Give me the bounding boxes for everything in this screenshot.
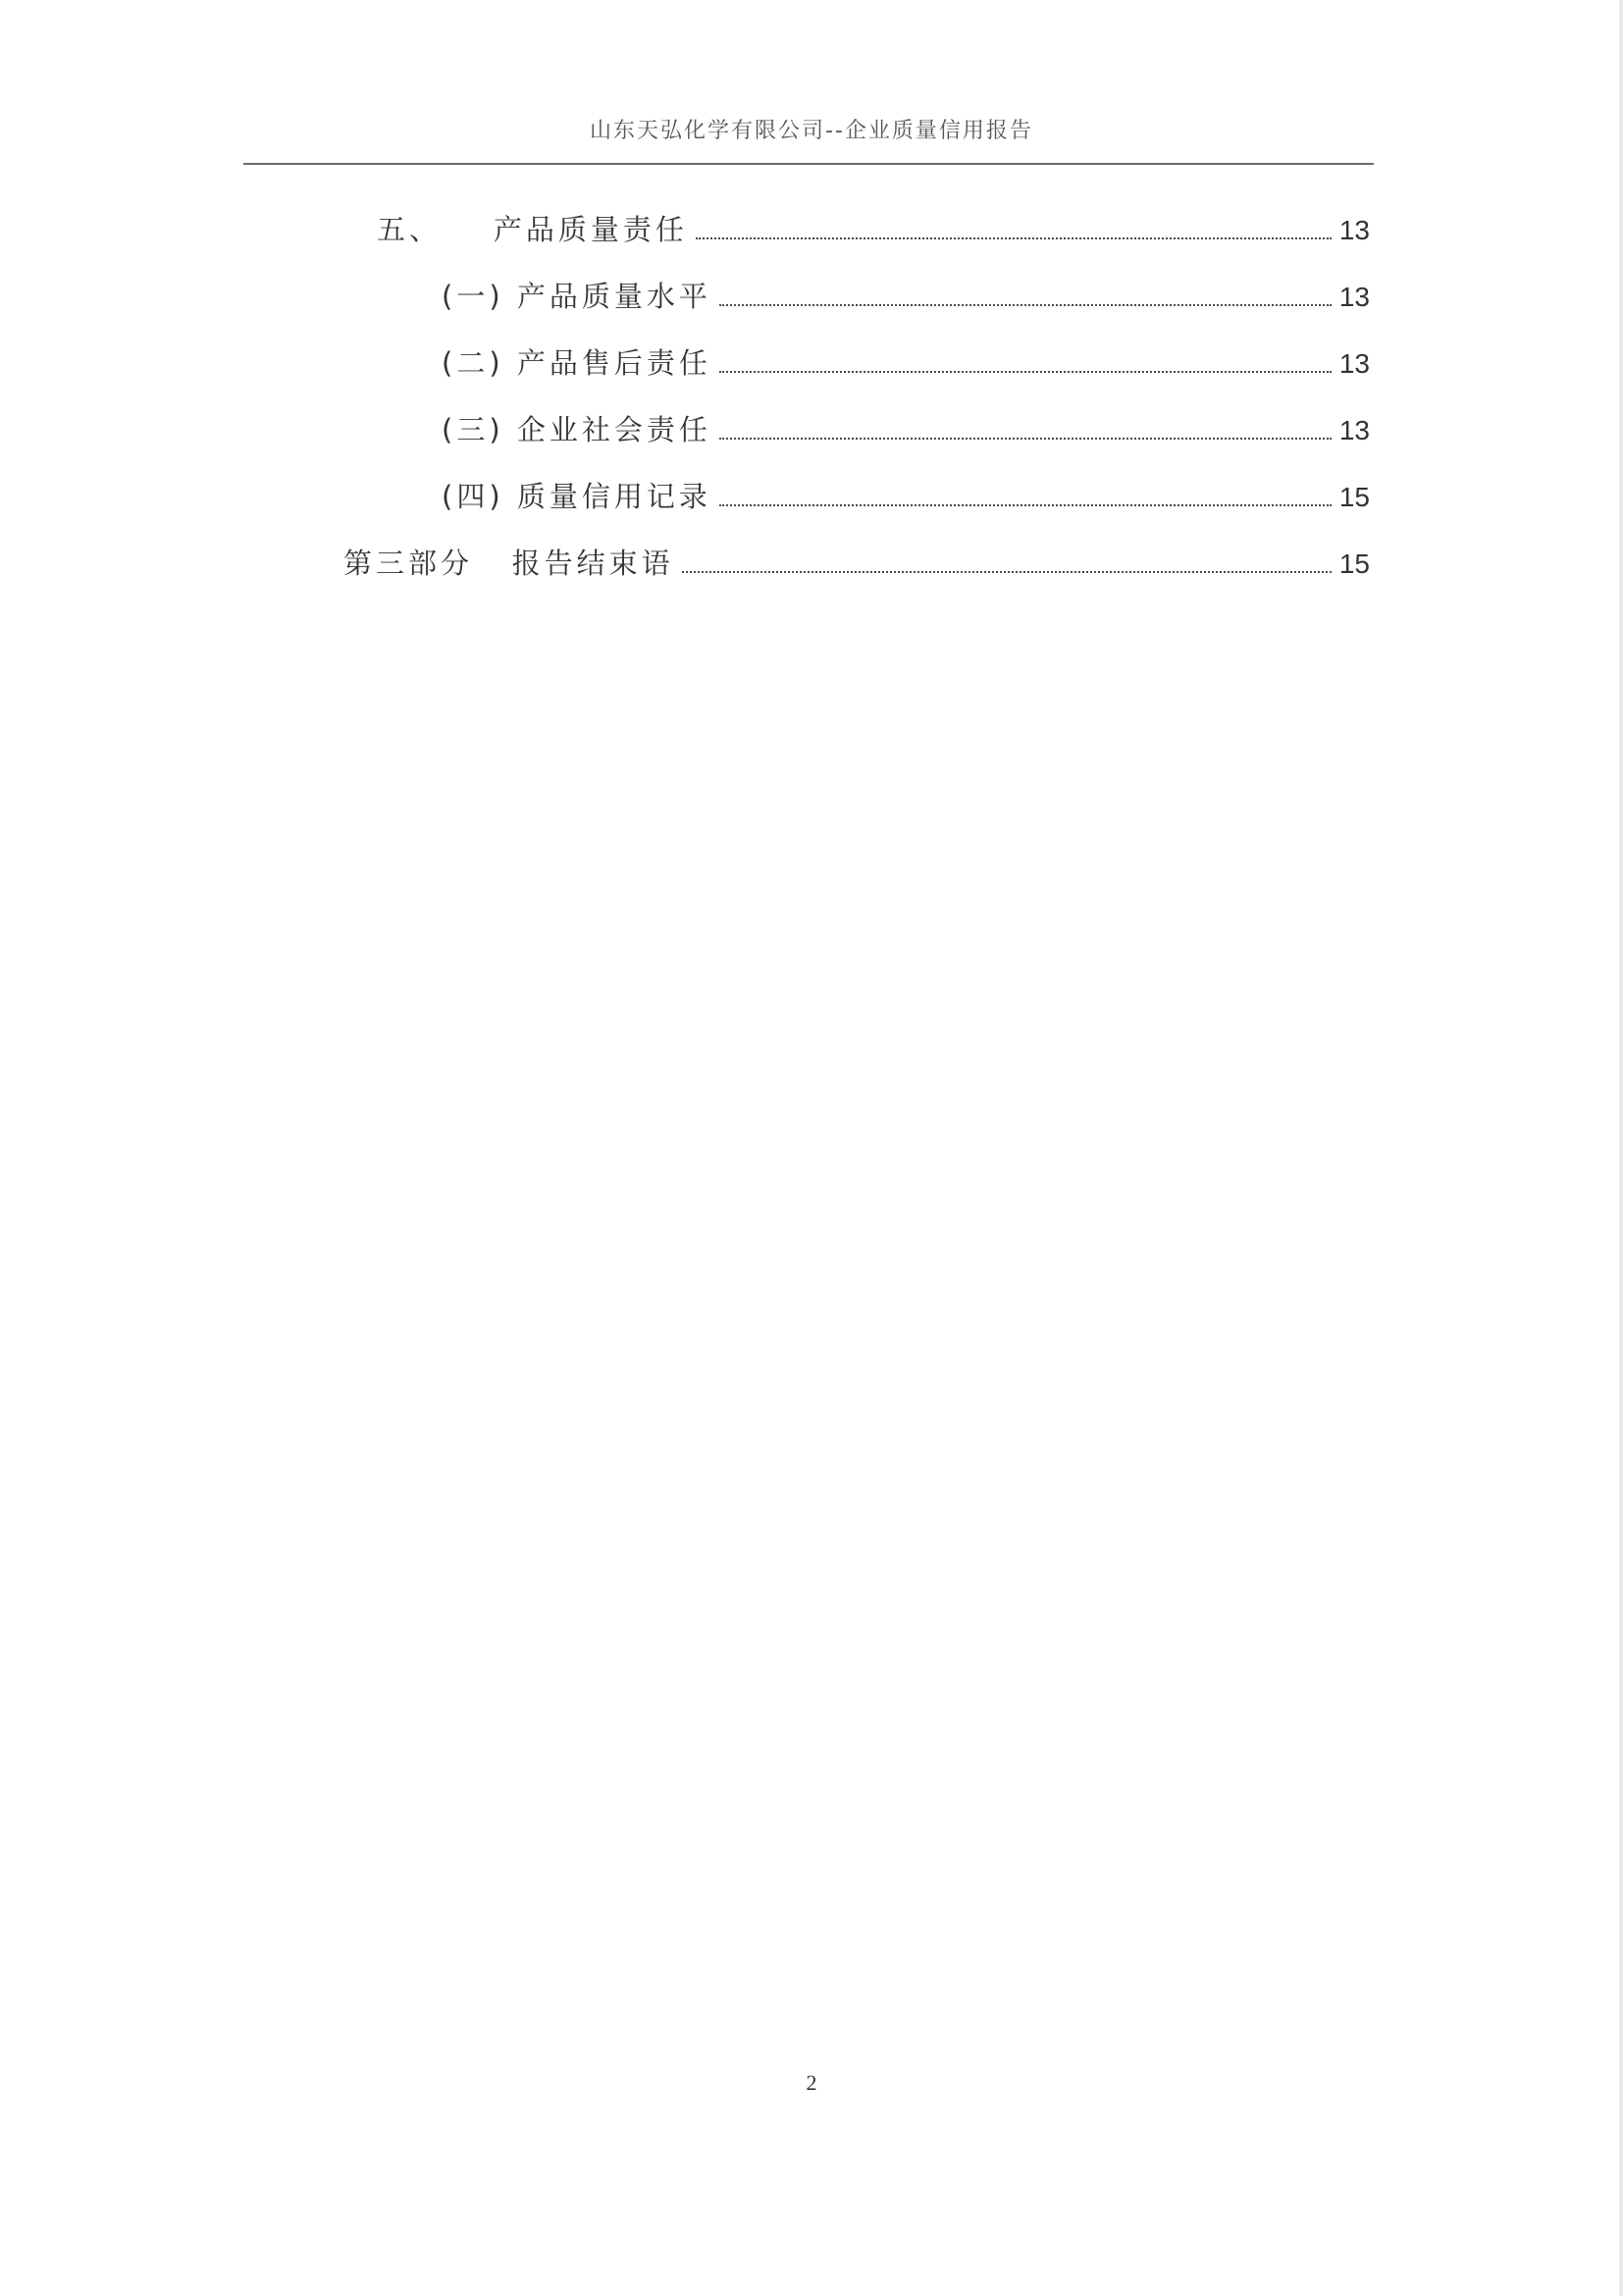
scan-edge	[1619, 0, 1623, 2296]
toc-entry-page: 15	[1338, 482, 1370, 512]
toc-entry-page: 15	[1338, 548, 1370, 579]
toc-entry-page: 13	[1338, 215, 1370, 245]
toc-leader-dots	[719, 503, 1332, 506]
toc-entry-product-quality-level[interactable]	[442, 275, 1370, 314]
toc-entry-label: (一) 产品质量水平	[442, 280, 711, 313]
toc-leader-dots	[719, 437, 1332, 440]
toc-entry-page: 13	[1338, 415, 1370, 445]
toc-entry-part-3-conclusion[interactable]	[343, 542, 1370, 581]
toc-entry-after-sales[interactable]	[442, 341, 1370, 381]
toc-leader-dots	[719, 303, 1332, 306]
toc-entry-label: (四) 质量信用记录	[442, 480, 711, 513]
toc-entry-page: 13	[1338, 282, 1370, 312]
toc-entry-credit-record[interactable]	[442, 475, 1370, 514]
toc-leader-dots	[719, 370, 1332, 373]
toc-entry-label: 五、 产品质量责任	[377, 213, 688, 246]
toc-entry-section-5[interactable]	[377, 208, 1370, 247]
toc-leader-dots	[696, 236, 1332, 239]
toc-entry-label: 第三部分 报告结束语	[343, 547, 674, 580]
toc-entry-label: (三) 企业社会责任	[442, 413, 711, 446]
page-header-title: 山东天弘化学有限公司--企业质量信用报告	[590, 119, 1033, 143]
toc-entry-page: 13	[1338, 348, 1370, 379]
page-number: 2	[806, 2070, 817, 2095]
toc-entry-social-responsibility[interactable]	[442, 408, 1370, 447]
toc-entry-label: (二) 产品售后责任	[442, 346, 711, 380]
header-divider	[243, 163, 1374, 165]
toc-leader-dots	[682, 570, 1332, 573]
